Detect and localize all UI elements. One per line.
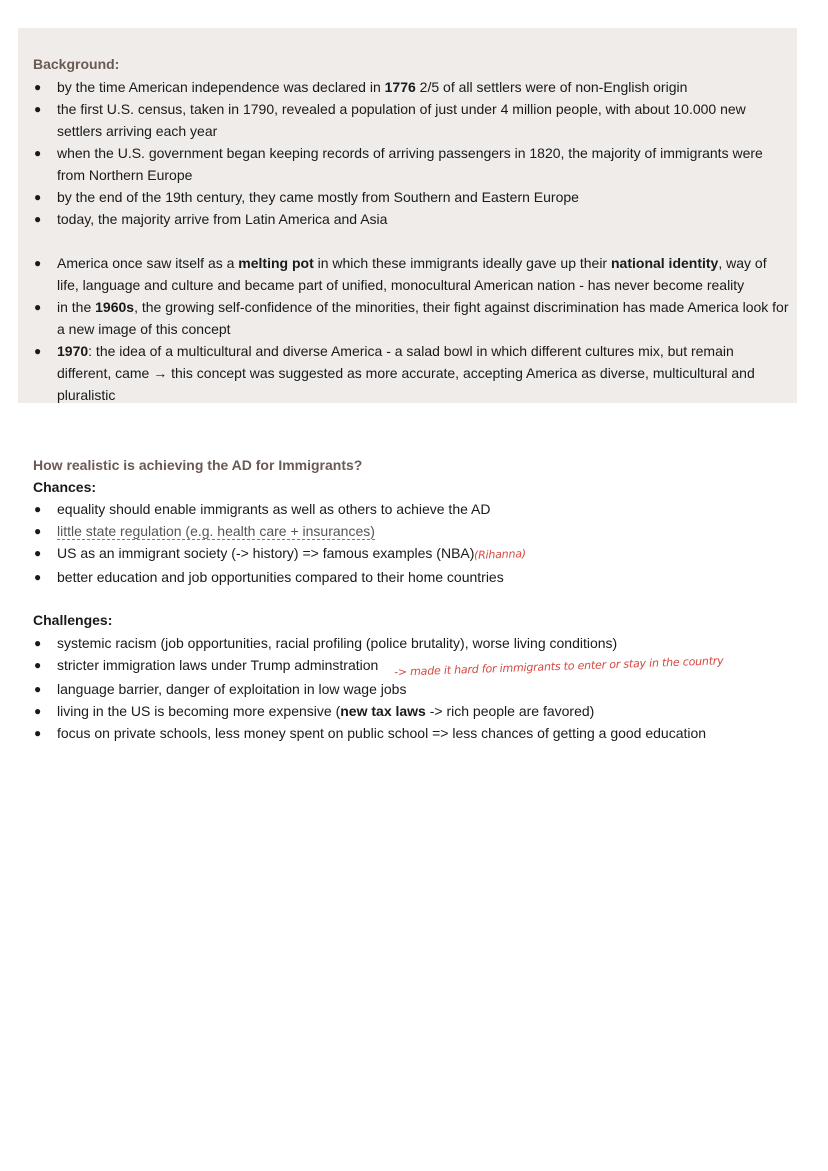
list-item: ● little state regulation (e.g. health care + insurances) <box>0 520 790 542</box>
list-item: ● the first U.S. census, taken in 1790, revealed a population of just under 4 million people, with about 10.000 new settlers arriving each year <box>0 98 790 142</box>
challenges-list <box>0 632 790 744</box>
question-heading: How realistic is achieving the AD for Immigrants? <box>33 457 363 473</box>
list-item: ● language barrier, danger of exploitation in low wage jobs <box>0 678 790 700</box>
bullet-icon: ● <box>34 682 42 696</box>
handwritten-note: (Rihanna) <box>474 547 527 562</box>
bullet-icon: ● <box>34 344 42 358</box>
bullet-icon: ● <box>34 212 42 226</box>
bullet-icon: ● <box>34 190 42 204</box>
list-item: ● stricter immigration laws under Trump adminstration -> made it hard for immigrants to enter or stay in the country <box>0 654 790 678</box>
bullet-icon: ● <box>34 300 42 314</box>
handwritten-note: -> made it hard for immigrants to enter or stay in the country <box>393 654 724 679</box>
list-item: ● US as an immigrant society (-> history) => famous examples (NBA)(Rihanna) <box>0 542 790 566</box>
chances-list <box>0 498 790 588</box>
challenges-heading: Challenges: <box>33 612 113 628</box>
list-item: ● America once saw itself as a melting pot in which these immigrants ideally gave up their national identity, way of life, language and culture and became part of unified, monocultural American nation - has never become reality <box>0 252 790 296</box>
bullet-icon: ● <box>34 502 42 516</box>
bullet-icon: ● <box>34 546 42 560</box>
list-item: ● today, the majority arrive from Latin America and Asia <box>0 208 790 230</box>
list-spacer <box>0 230 790 252</box>
bullet-icon: ● <box>34 658 42 672</box>
bullet-icon: ● <box>34 636 42 650</box>
list-item: ● by the time American independence was declared in 1776 2/5 of all settlers were of non-English origin <box>0 76 790 98</box>
list-item: ● when the U.S. government began keeping records of arriving passengers in 1820, the majority of immigrants were from Northern Europe <box>0 142 790 186</box>
bullet-icon: ● <box>34 570 42 584</box>
list-item: ● in the 1960s, the growing self-confidence of the minorities, their fight against discrimination has made America look for a new image of this concept <box>0 296 790 340</box>
chances-heading: Chances: <box>33 479 97 495</box>
list-item: ● focus on private schools, less money spent on public school => less chances of getting a good education <box>0 722 790 744</box>
list-item: ● better education and job opportunities compared to their home countries <box>0 566 790 588</box>
background-list <box>0 76 790 406</box>
list-item: ● living in the US is becoming more expensive (new tax laws -> rich people are favored) <box>0 700 790 722</box>
bullet-icon: ● <box>34 146 42 160</box>
bullet-icon: ● <box>34 102 42 116</box>
background-heading: Background: <box>33 56 120 72</box>
bullet-icon: ● <box>34 524 42 538</box>
list-item: ● 1970: the idea of a multicultural and diverse America - a salad bowl in which different cultures mix, but remain different, came → this concept was suggested as more accurate, accepting America as diverse, multicultural and pluralistic <box>0 340 790 406</box>
bullet-icon: ● <box>34 80 42 94</box>
list-item: ● equality should enable immigrants as well as others to achieve the AD <box>0 498 790 520</box>
bullet-icon: ● <box>34 256 42 270</box>
bullet-icon: ● <box>34 704 42 718</box>
list-item: ● systemic racism (job opportunities, racial profiling (police brutality), worse living conditions) <box>0 632 790 654</box>
bullet-icon: ● <box>34 726 42 740</box>
list-item: ● by the end of the 19th century, they came mostly from Southern and Eastern Europe <box>0 186 790 208</box>
